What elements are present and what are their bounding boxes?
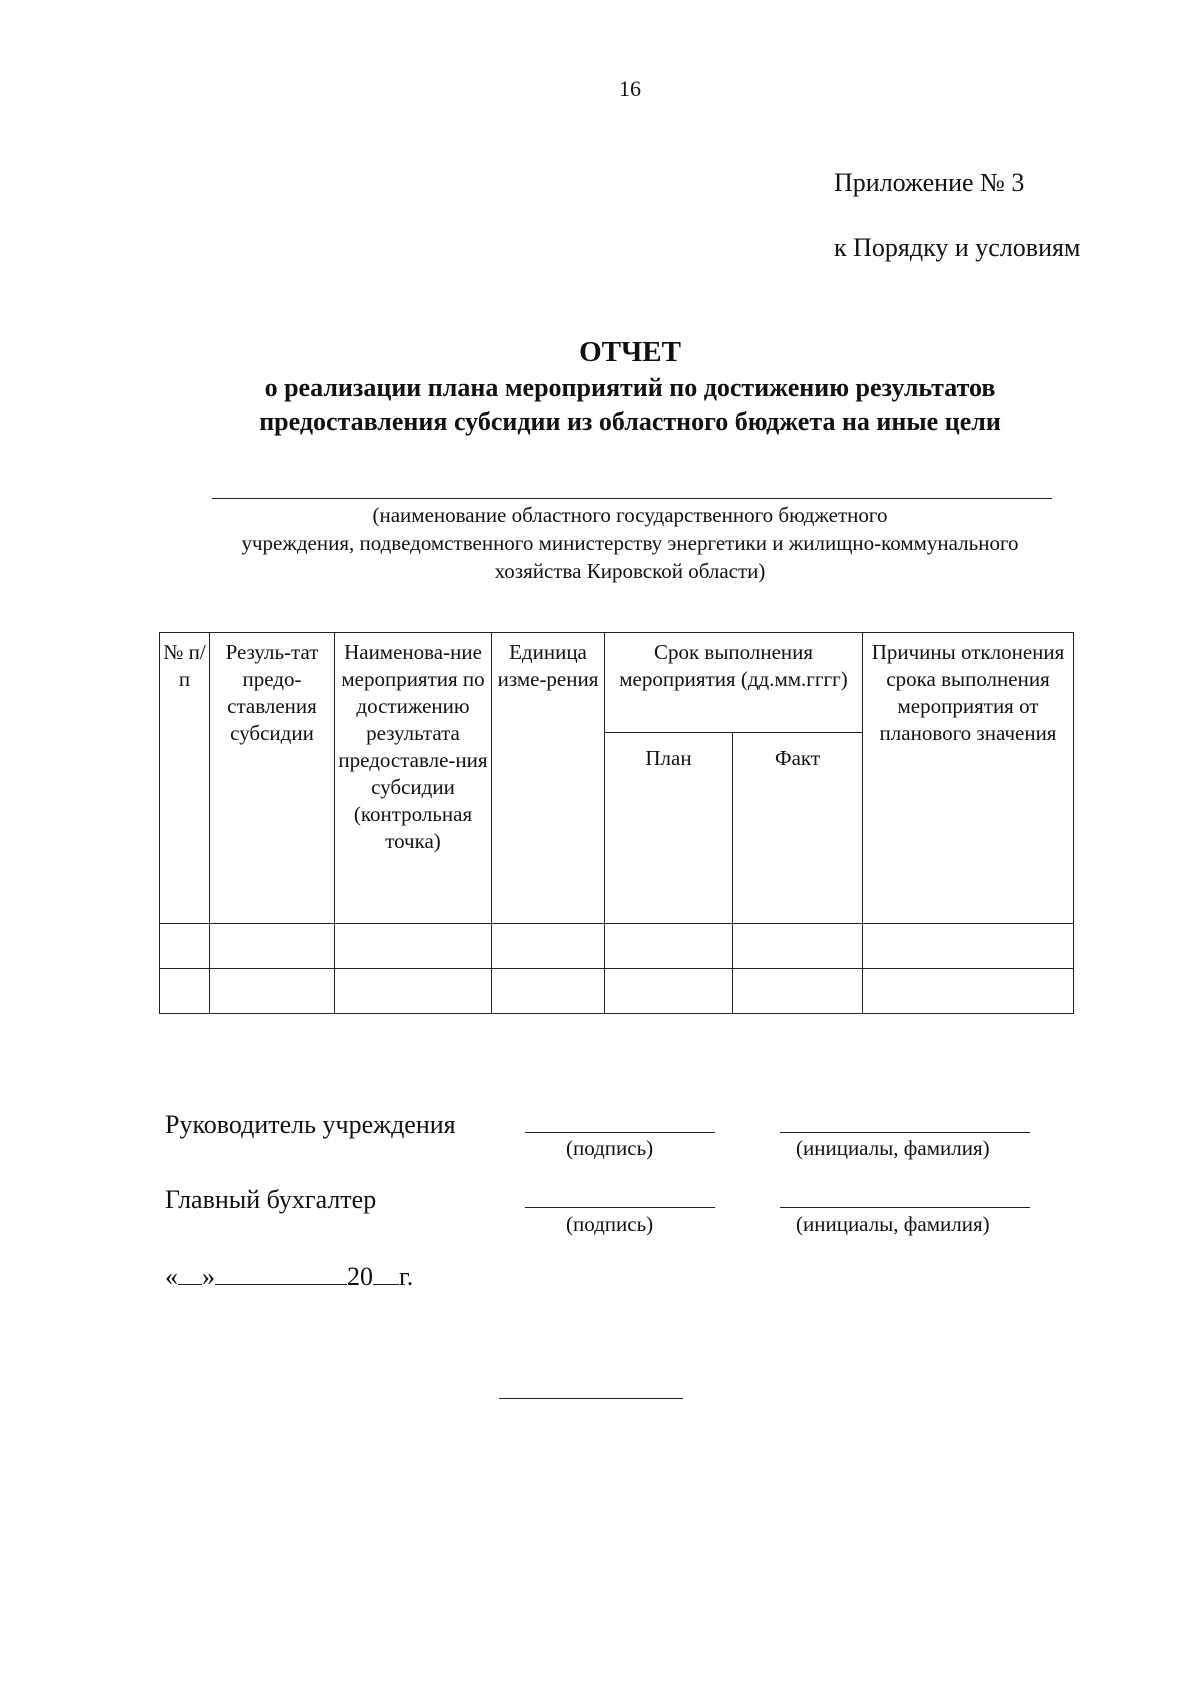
institution-name-caption [0, 501, 1200, 585]
accountant-name-caption: (инициалы, фамилия) [796, 1212, 990, 1236]
header-event: Наименова-ние мероприятия по достижению результата предоставле-ния субсидии (контрольная точка) [335, 633, 492, 924]
table-cell[interactable] [335, 924, 492, 969]
table-cell[interactable] [160, 969, 210, 1014]
report-subtitle-line-1: о реализации плана мероприятий по достижению результатов [264, 373, 996, 402]
header-num: № п/п [160, 633, 210, 924]
table-cell[interactable] [210, 924, 335, 969]
head-signature-label: Руководитель учреждения [165, 1110, 456, 1139]
head-name-caption: (инициалы, фамилия) [796, 1136, 990, 1160]
date-year-blank[interactable] [373, 1260, 399, 1285]
table-row [160, 924, 1074, 969]
appendix-number: Приложение № 3 [834, 168, 1025, 197]
head-name-line[interactable] [780, 1132, 1030, 1133]
date-year-suffix: г. [399, 1262, 414, 1291]
table-cell[interactable] [160, 924, 210, 969]
date-year-prefix: 20 [347, 1262, 373, 1291]
table-cell[interactable] [863, 924, 1074, 969]
report-title: ОТЧЕТ [579, 336, 681, 368]
table-cell[interactable] [210, 969, 335, 1014]
appendix-reference: к Порядку и условиям [834, 233, 1081, 262]
table-cell[interactable] [335, 969, 492, 1014]
header-plan: План [605, 733, 733, 924]
accountant-signature-label: Главный бухгалтер [165, 1185, 377, 1214]
table-cell[interactable] [492, 969, 605, 1014]
header-reasons: Причины отклонения срока выполнения мероприятия от планового значения [863, 633, 1074, 924]
header-fact: Факт [733, 733, 863, 924]
table-row [160, 969, 1074, 1014]
page-number: 16 [619, 76, 641, 101]
accountant-signature-line[interactable] [525, 1207, 715, 1208]
report-table [159, 632, 1074, 1014]
table-cell[interactable] [733, 924, 863, 969]
date-field [165, 1260, 413, 1292]
table-cell[interactable] [863, 969, 1074, 1014]
institution-caption-line-2: учреждения, подведомственного министерству энергетики и жилищно-коммунального [241, 531, 1019, 555]
institution-caption-line-3: хозяйства Кировской области) [494, 559, 766, 583]
report-subtitle-line-2: предоставления субсидии из областного бюджета на иные цели [259, 407, 1001, 436]
table-header-row [160, 633, 1074, 733]
table-cell[interactable] [492, 924, 605, 969]
header-unit: Единица изме-рения [492, 633, 605, 924]
date-close-quote: » [202, 1262, 215, 1291]
report-subtitle [0, 371, 1200, 439]
head-signature-caption: (подпись) [566, 1136, 654, 1160]
date-month-blank[interactable] [215, 1260, 347, 1285]
head-signature-line[interactable] [525, 1132, 715, 1133]
table-cell[interactable] [733, 969, 863, 1014]
accountant-name-line[interactable] [780, 1207, 1030, 1208]
header-result: Резуль-тат предо-ставления субсидии [210, 633, 335, 924]
table-cell[interactable] [605, 924, 733, 969]
date-day-blank[interactable] [178, 1260, 202, 1285]
institution-name-line [212, 498, 1052, 499]
date-open-quote: « [165, 1262, 178, 1291]
table-cell[interactable] [605, 969, 733, 1014]
end-rule [499, 1398, 683, 1399]
institution-caption-line-1: (наименование областного государственного бюджетного [372, 503, 888, 527]
accountant-signature-caption: (подпись) [566, 1212, 654, 1236]
header-deadline: Срок выполнения мероприятия (дд.мм.гггг) [605, 633, 863, 733]
